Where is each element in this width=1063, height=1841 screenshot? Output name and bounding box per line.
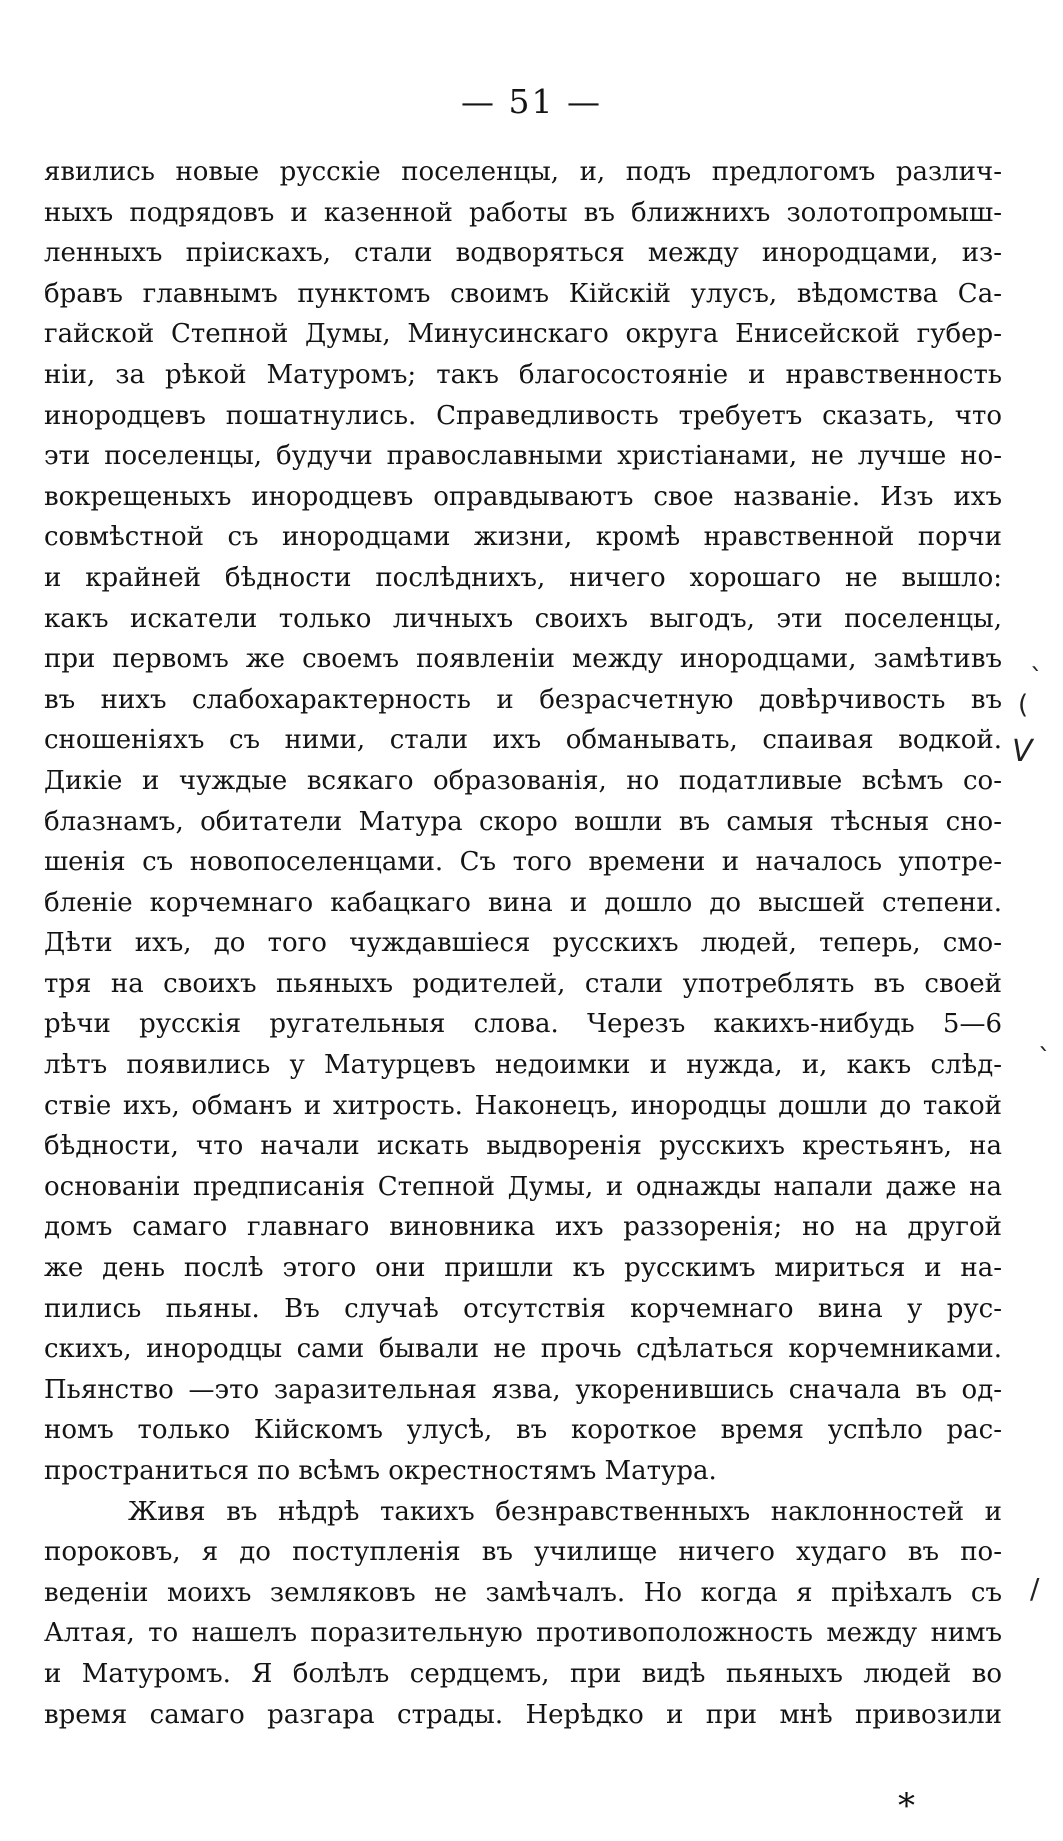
text-line: номъ только Кійскомъ улусѣ, въ короткое время успѣло рас- [44, 1415, 1002, 1446]
text-line: пространиться по всѣмъ окрестностямъ Матура. [44, 1456, 717, 1486]
text-line: бленіе корчемнаго кабацкаго вина и дошло до высшей степени. [44, 887, 1002, 918]
text-line: вокрещеныхъ инородцевъ оправдываютъ свое названіе. Изъ ихъ [44, 481, 1002, 512]
text-line: при первомъ же своемъ появленіи между инородцами, замѣтивъ [44, 644, 1002, 675]
text-line: домъ самаго главнаго виновника ихъ раззоренія; но на другой [44, 1212, 1002, 1243]
footer-asterisk: * [898, 1786, 915, 1826]
margin-tick-mark: ˎ [1030, 642, 1043, 672]
text-line: время самаго разгара страды. Нерѣдко и при мнѣ привозили [44, 1699, 1002, 1730]
text-line: тря на своихъ пьяныхъ родителей, стали употреблять въ своей [44, 968, 1002, 999]
text-line: эти поселенцы, будучи православными христіанами, не лучше но- [44, 441, 1002, 472]
text-line: въ нихъ слабохарактерность и безрасчетную довѣрчивость въ [44, 684, 1002, 715]
text-line: скихъ, инородцы сами бывали не прочь сдѣлаться корчемниками. [44, 1334, 1002, 1365]
paragraph [44, 1492, 1002, 1736]
text-line: явились новые русскіе поселенцы, и, подъ предлогомъ различ- [44, 157, 1002, 187]
text-line: веденіи моихъ земляковъ не замѣчалъ. Но когда я пріѣхалъ съ [44, 1577, 1002, 1608]
text-line: ленныхъ пріискахъ, стали водворяться между инородцами, из- [44, 238, 1002, 269]
body-text [44, 152, 1002, 1735]
margin-slash-mark: / [1030, 1572, 1040, 1605]
text-line: и Матуромъ. Я болѣлъ сердцемъ, при видѣ пьяныхъ людей во [44, 1658, 1002, 1689]
text-line: ствіе ихъ, обманъ и хитрость. Наконецъ, инородцы дошли до такой [44, 1090, 1002, 1121]
text-line: же день послѣ этого они пришли къ русскимъ мириться и на- [44, 1253, 1002, 1284]
text-line: сношеніяхъ съ ними, стали ихъ обманывать, спаивая водкой. [44, 725, 1002, 756]
text-line: инородцевъ пошатнулись. Справедливость требуетъ сказать, что [44, 400, 1002, 431]
text-line: Пьянство —это заразительная язва, укоренившись сначала въ од- [44, 1374, 1002, 1405]
text-line: какъ искатели только личныхъ своихъ выгодъ, эти поселенцы, [44, 603, 1002, 634]
paragraph [44, 152, 1002, 1492]
text-line: Дикіе и чуждые всякаго образованія, но податливые всѣмъ со- [44, 765, 1002, 796]
text-line: ныхъ подрядовъ и казенной работы въ ближнихъ золотопромыш- [44, 197, 1002, 228]
text-line: лѣтъ появились у Матурцевъ недоимки и нужда, и, какъ слѣд- [44, 1050, 1002, 1081]
margin-check-mark: V [1012, 734, 1033, 769]
text-line: блазнамъ, обитатели Матура скоро вошли въ самыя тѣсныя сно- [44, 806, 1002, 837]
margin-paren-mark: ( [1018, 690, 1029, 720]
text-line: шенія съ новопоселенцами. Съ того времени и началось употре- [44, 847, 1002, 878]
text-line: пороковъ, я до поступленія въ училище ничего худаго въ по- [44, 1537, 1002, 1568]
text-line: Живя въ нѣдрѣ такихъ безнравственныхъ наклонностей и [128, 1496, 1002, 1527]
page-number: — 51 — [461, 82, 602, 121]
text-line: основаніи предписанія Степной Думы, и однажды напали даже на [44, 1171, 1002, 1202]
text-line: пились пьяны. Въ случаѣ отсутствія корчемнаго вина у рус- [44, 1293, 1002, 1324]
text-line: совмѣстной съ инородцами жизни, кромѣ нравственной порчи [44, 522, 1002, 553]
text-line: рѣчи русскія ругательныя слова. Черезъ какихъ-нибудь 5—6 [44, 1009, 1002, 1040]
text-line: бѣдности, что начали искать выдворенія русскихъ крестьянъ, на [44, 1131, 1002, 1162]
text-line: бравъ главнымъ пунктомъ своимъ Кійскій улусъ, вѣдомства Са- [44, 278, 1002, 309]
text-line: гайской Степной Думы, Минусинскаго округа Енисейской губер- [44, 319, 1002, 350]
text-line: Алтая, то нашелъ поразительную противоположность между нимъ [44, 1618, 1002, 1649]
text-line: и крайней бѣдности послѣднихъ, ничего хорошаго не вышло: [44, 562, 1002, 593]
margin-tick-mark: ˎ [1038, 1022, 1051, 1052]
text-line: ніи, за рѣкой Матуромъ; такъ благосостояніе и нравственность [44, 359, 1002, 390]
text-line: Дѣти ихъ, до того чуждавшіеся русскихъ людей, теперь, смо- [44, 928, 1002, 959]
